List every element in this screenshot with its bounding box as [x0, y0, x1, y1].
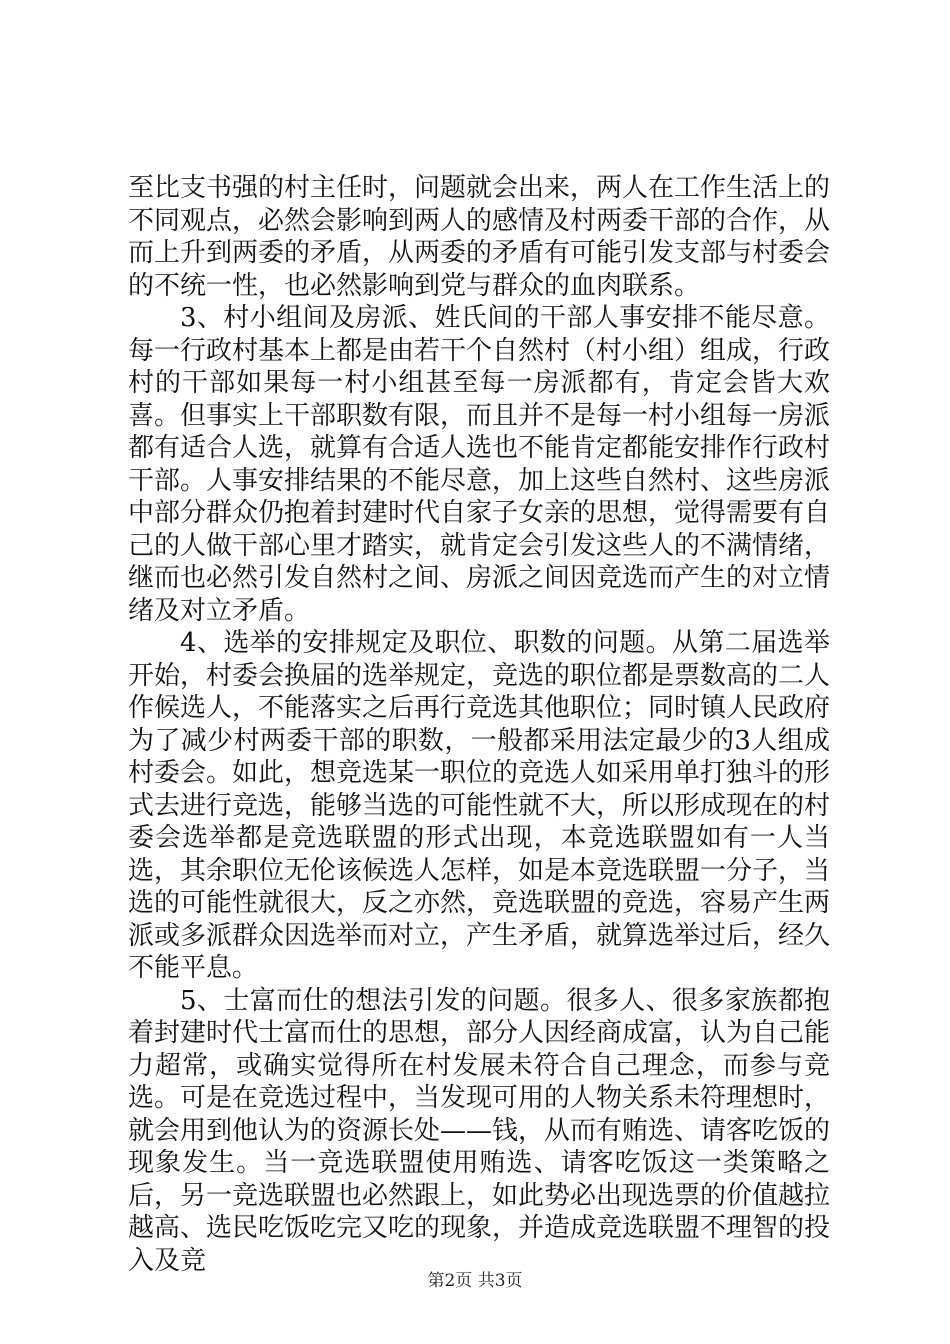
paragraph-item-4: 4、选举的安排规定及职位、职数的问题。从第二届选举开始，村委会换届的选举规定，竞选的职位都是票数高的二人作候选人，不能落实之后再行竞选其他职位；同时镇人民政府为了减少村两委干部的职数，一般都采用法定最少的3人组成村委会。如此，想竞选某一职位的竞选人如采用单打独斗的形式去进行竞选，能够当选的可能性就不大，所以形成现在的村委会选举都是竞选联盟的形式出现，本竞选联盟如有一人当选，其余职位无伦该候选人怎样，如是本竞选联盟一分子，当选的可能性就很大，反之亦然，竞选联盟的竞选，容易产生两派或多派群众因选举而对立，产生矛盾，就算选举过后，经久不能平息。 — [128, 628, 831, 983]
document-body — [128, 172, 830, 1277]
paragraph-item-5: 5、士富而仕的想法引发的问题。很多人、很多家族都抱着封建时代士富而仕的思想，部分人因经商成富，认为自己能力超常，或确实觉得所在村发展未符合自己理念，而参与竞选。可是在竞选过程中，当发现可用的人物关系未符理想时，就会用到他认为的资源长处——钱，从而有贿选、请客吃饭的现象发生。当一竞选联盟使用贿选、请客吃饭这一类策略之后，另一竞选联盟也必然跟上，如此势必出现选票的价值越拉越高、选民吃饭吃完又吃的现象，并造成竞选联盟不理智的投入及竞 — [128, 985, 831, 1276]
page-footer: 第2页 共3页 — [427, 1271, 523, 1291]
paragraph-continuation: 至比支书强的村主任时，问题就会出来，两人在工作生活上的不同观点，必然会影响到两人的感情及村两委干部的合作，从而上升到两委的矛盾，从两委的矛盾有可能引发支部与村委会的不统一性，也必然影响到党与群众的血肉联系。 — [128, 173, 831, 301]
paragraph-item-3: 3、村小组间及房派、姓氏间的干部人事安排不能尽意。每一行政村基本上都是由若干个自然村（村小组）组成，行政村的干部如果每一村小组甚至每一房派都有，肯定会皆大欢喜。但事实上干部职数有限，而且并不是每一村小组每一房派都有适合人选，就算有合适人选也不能肯定都能安排作行政村干部。人事安排结果的不能尽意，加上这些自然村、这些房派中部分群众仍抱着封建时代自家子女亲的思想，觉得需要有自己的人做干部心里才踏实，就肯定会引发这些人的不满情绪，继而也必然引发自然村之间、房派之间因竞选而产生的对立情绪及对立矛盾。 — [128, 303, 831, 626]
